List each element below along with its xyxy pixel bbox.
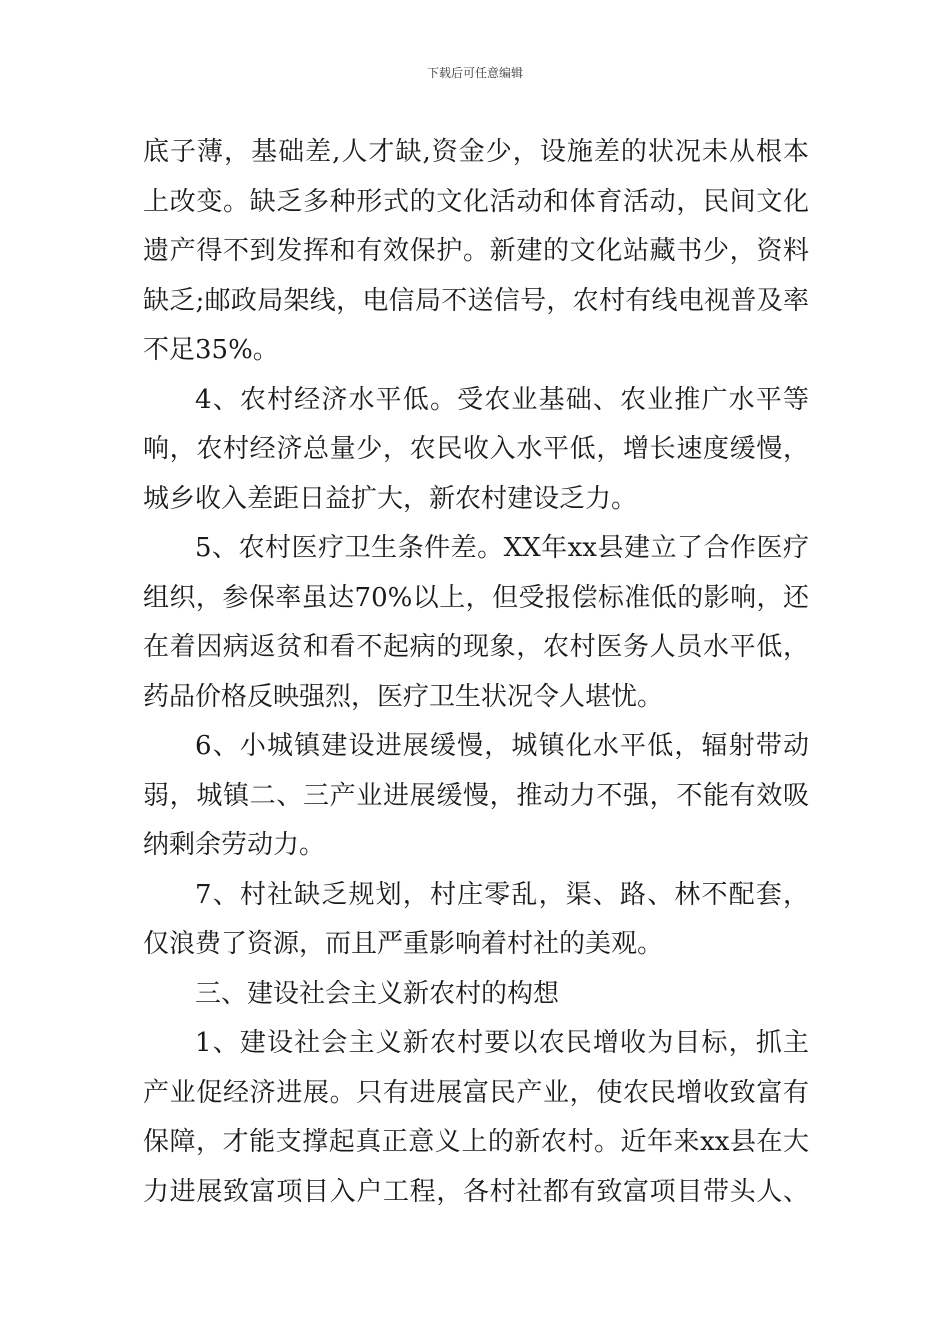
text-line: 底子薄，基础差,人才缺,资金少，设施差的状况未从根本: [143, 137, 809, 167]
text-line: 产业促经济进展。只有进展富民产业，使农民增收致富有: [143, 1077, 809, 1108]
text-line: 药品价格反映强烈，医疗卫生状况令人堪忧。: [143, 681, 664, 712]
text-line: 仅浪费了资源，而且严重影响着村社的美观。: [143, 929, 664, 959]
text-line: 上改变。缺乏多种形式的文化活动和体育活动，民间文化: [143, 186, 809, 217]
text-line: 7、村社缺乏规划，村庄零乱，渠、路、林不配套，: [195, 879, 809, 910]
text-line: 响，农村经济总量少，农民收入水平低，增长速度缓慢，: [143, 434, 809, 464]
text-line: 弱，城镇二、三产业进展缓慢，推动力不强，不能有效吸: [143, 780, 809, 811]
text-line: 力进展致富项目入户工程，各村社都有致富项目带头人、: [143, 1176, 809, 1207]
text-line: 城乡收入差距日益扩大，新农村建设乏力。: [143, 483, 638, 514]
text-line: 组织，参保率虽达70%以上，但受报偿标准低的影响，还: [143, 582, 809, 613]
text-line: 纳剩余劳动力。: [143, 830, 326, 860]
text-line: 遗产得不到发挥和有效保护。新建的文化站藏书少，资料: [143, 236, 809, 266]
text-line: 5、农村医疗卫生条件差。XX年xx县建立了合作医疗: [195, 533, 809, 563]
text-line: 4、农村经济水平低。受农业基础、农业推广水平等: [195, 384, 809, 415]
text-line: 1、建设社会主义新农村要以农民增收为目标，抓主: [195, 1028, 809, 1058]
text-line: 不足35%。: [143, 335, 279, 365]
page-header: 下载后可任意编辑: [426, 66, 523, 80]
text-line: 6、小城镇建设进展缓慢，城镇化水平低，辐射带动: [195, 731, 809, 761]
text-line: 在着因病返贫和看不起病的现象，农村医务人员水平低，: [143, 632, 809, 662]
document-body: [143, 128, 809, 1217]
text-line: 缺乏;邮政局架线，电信局不送信号，农村有线电视普及率: [143, 285, 809, 316]
section-heading: 三、建设社会主义新农村的构想: [195, 978, 560, 1009]
text-line: 保障，才能支撑起真正意义上的新农村。近年来xx县在大: [143, 1127, 809, 1157]
